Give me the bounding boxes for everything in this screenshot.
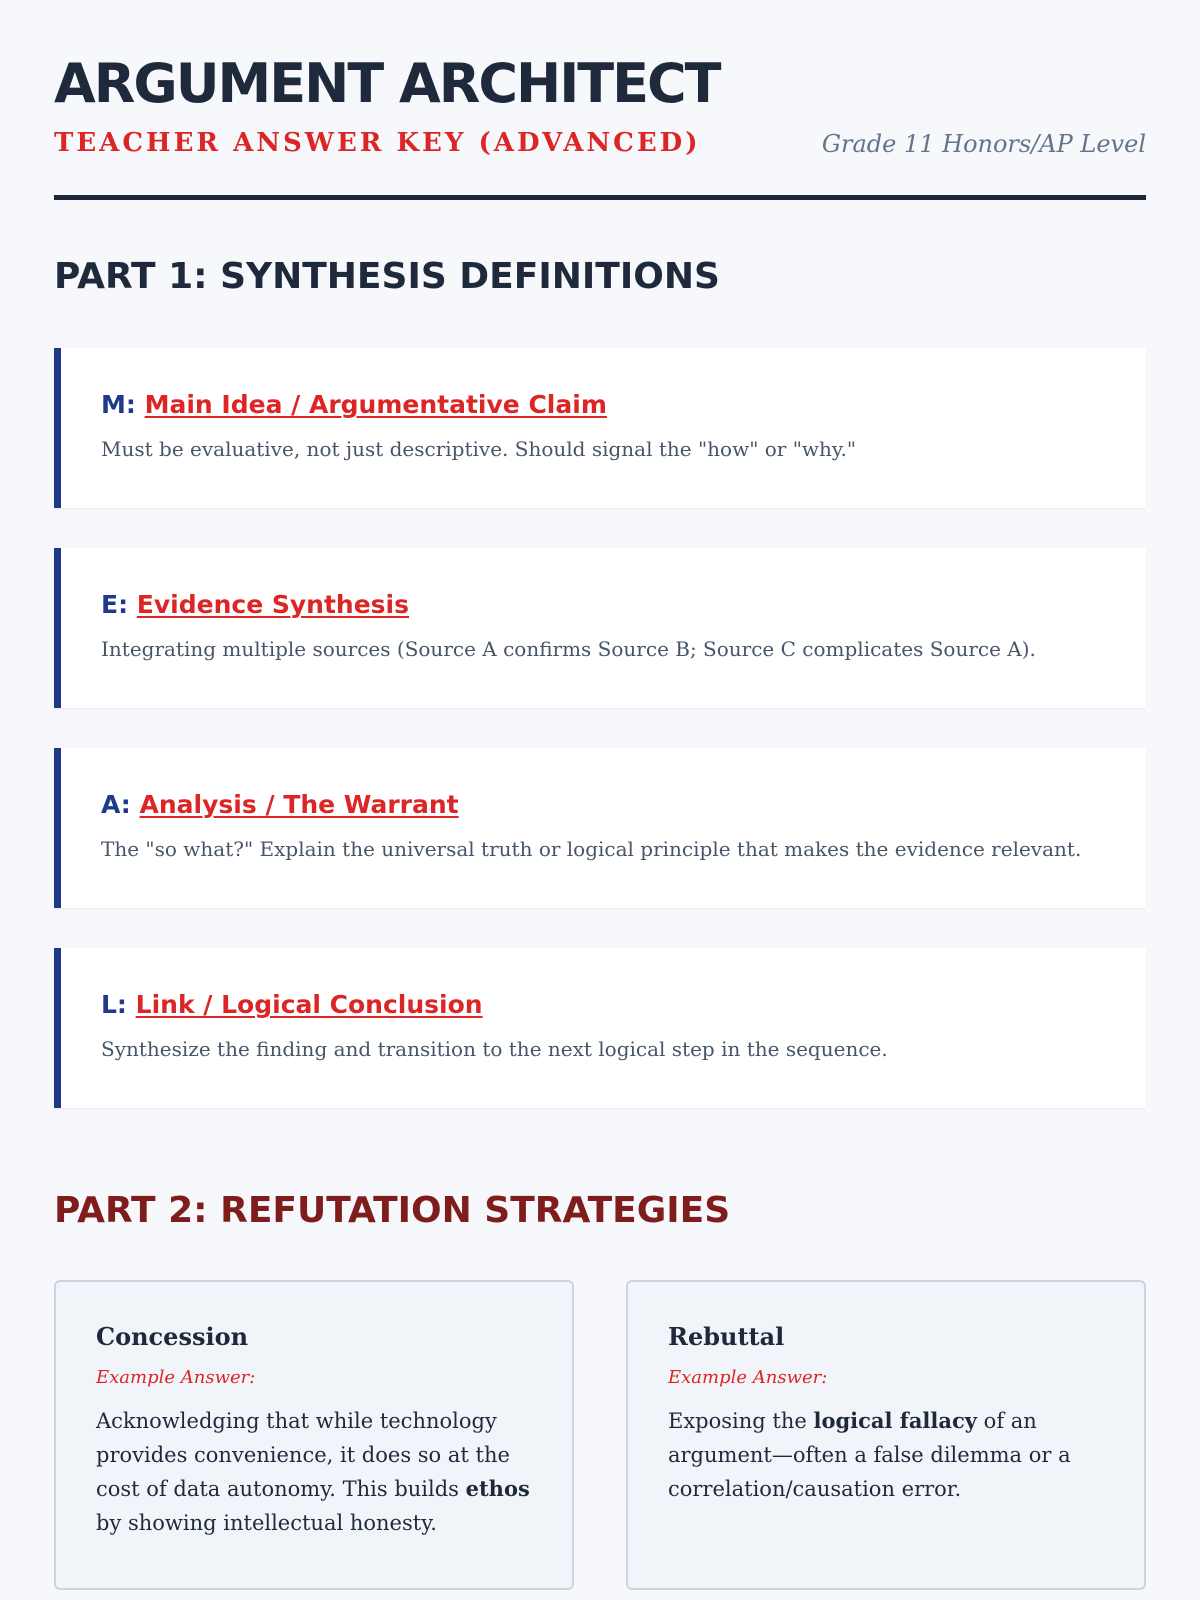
definition-card-l	[54, 948, 1146, 1108]
definition-letter: L:	[101, 990, 127, 1019]
strategy-title: Rebuttal	[668, 1322, 785, 1351]
definition-card-a	[54, 748, 1146, 908]
definition-description: Integrating multiple sources (Source A confirms Source B; Source C complicates Source A).	[101, 637, 1036, 661]
definition-letter: E:	[101, 590, 129, 619]
definition-description: Synthesize the finding and transition to the next logical step in the sequence.	[101, 1037, 888, 1061]
definition-heading	[101, 788, 1106, 822]
strategy-text-part: of an argument—often a false dilemma or a correlation/causation error.	[668, 1409, 1071, 1501]
definition-letter: M:	[101, 390, 136, 419]
strategy-card-concession	[54, 1280, 574, 1590]
page-title: ARGUMENT ARCHITECT	[54, 52, 720, 115]
definition-term-link[interactable]: Evidence Synthesis	[136, 590, 410, 619]
strategies-grid	[54, 1280, 1146, 1590]
definition-card-m	[54, 348, 1146, 508]
part1-title: PART 1: SYNTHESIS DEFINITIONS	[54, 256, 720, 297]
strategy-card-rebuttal	[626, 1280, 1146, 1590]
definition-term-link[interactable]: Analysis / The Warrant	[139, 790, 459, 819]
definition-letter: A:	[101, 790, 131, 819]
definition-term-link[interactable]: Link / Logical Conclusion	[135, 990, 483, 1019]
definition-heading	[101, 988, 1106, 1022]
definition-heading	[101, 588, 1106, 622]
strategy-text	[96, 1404, 532, 1540]
strategy-title: Concession	[96, 1322, 249, 1351]
strategy-text-part: by showing intellectual honesty.	[96, 1511, 437, 1535]
strategy-key-term: ethos	[465, 1476, 530, 1501]
part2-title: PART 2: REFUTATION STRATEGIES	[54, 1190, 731, 1231]
grade-level: Grade 11 Honors/AP Level	[821, 130, 1146, 158]
definition-description: Must be evaluative, not just descriptive. Should signal the "how" or "why."	[101, 437, 857, 461]
strategy-text-part: Acknowledging that while technology provides convenience, it does so at the cost of data autonomy. This builds	[96, 1409, 510, 1501]
definition-term-link[interactable]: Main Idea / Argumentative Claim	[144, 390, 607, 419]
strategy-key-term: logical fallacy	[813, 1408, 977, 1433]
strategy-text	[668, 1404, 1104, 1506]
definitions-list	[54, 348, 1146, 1148]
example-answer-label: Example Answer:	[96, 1367, 256, 1388]
page-header	[54, 0, 1146, 200]
example-answer-label: Example Answer:	[668, 1367, 828, 1388]
definition-description: The "so what?" Explain the universal truth or logical principle that makes the evidence relevant.	[101, 837, 1082, 861]
definition-card-e	[54, 548, 1146, 708]
definition-heading	[101, 388, 1106, 422]
strategy-text-part: Exposing the	[668, 1409, 814, 1433]
page-subtitle: TEACHER ANSWER KEY (ADVANCED)	[54, 128, 701, 158]
